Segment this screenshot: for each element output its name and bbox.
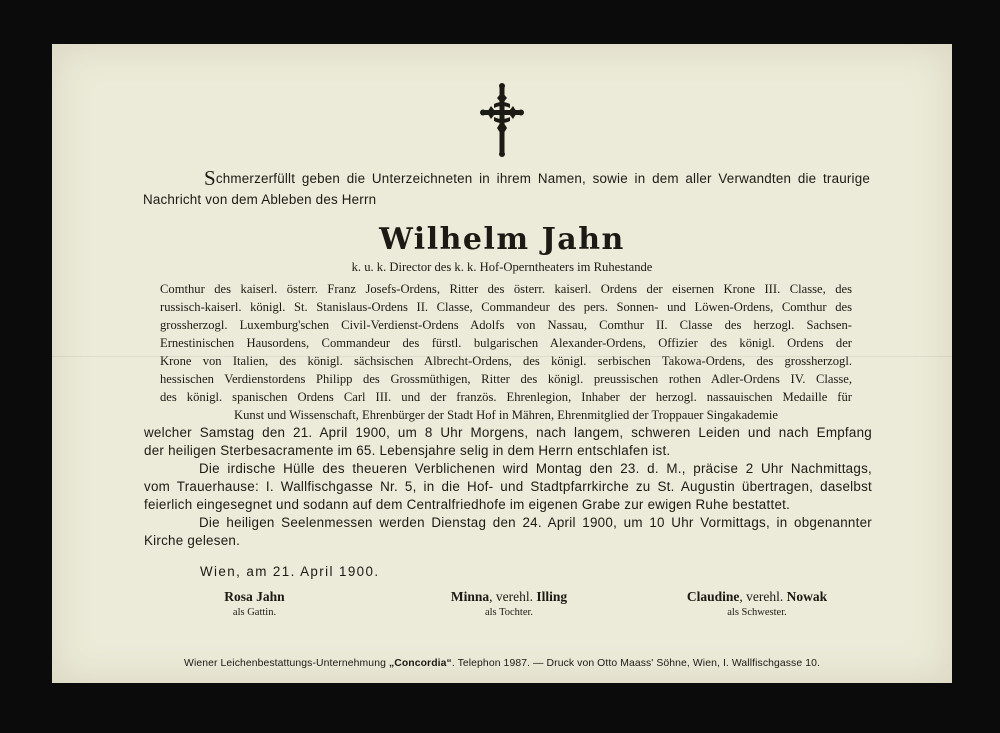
signatory-name: Rosa Jahn	[224, 589, 285, 604]
orders-line: grossherzogl. Luxemburg'schen Civil-Verdienst-Ordens Adolfs von Nassau, Comthur II. Classe des herzogl. Sachsen-	[160, 318, 852, 332]
signatory-daughter	[424, 588, 594, 620]
deceased-title: k. u. k. Director des k. k. Hof-Operntheaters im Ruhestande	[351, 260, 653, 274]
orders-line: Kunst und Wissenschaft, Ehrenbürger der Stadt Hof in Mähren, Ehrenmitglied der Troppauer Singakademie	[234, 408, 778, 422]
body-line: Kirche gelesen.	[144, 533, 241, 548]
signatory-widow	[202, 588, 307, 620]
intro-line-1	[204, 166, 870, 190]
orders-line: Comthur des kaiserl. österr. Franz Josefs-Ordens, Ritter des österr. kaiserl. Ordens der eisernen Krone III. Classe, des	[160, 282, 852, 296]
signatory-name: Claudine, verehl. Nowak	[686, 589, 828, 604]
printer-footer: Wiener Leichenbestattungs-Unternehmung „Concordia“. Telephon 1987. — Druck von Otto Maass' Söhne, Wien, I. Wallfischgasse 10.	[184, 658, 820, 669]
body-line: vom Trauerhause: I. Wallfischgasse Nr. 5, in die Hof- und Stadtpfarrkirche zu St. Augustin übertragen, daselbst	[144, 479, 872, 494]
signatory-role: als Schwester.	[727, 607, 787, 618]
body-paragraphs	[144, 424, 872, 550]
orders-line: Krone von Italien, des königl. sächsischen Albrecht-Ordens, des königl. serbischen Takowa-Ordens, des grossherzogl.	[160, 354, 852, 368]
mourning-notice	[52, 44, 952, 683]
signatory-sister	[652, 588, 862, 620]
orders-paragraph	[160, 280, 852, 424]
date-line: Wien, am 21. April 1900.	[200, 564, 380, 579]
signatory-name: Minna, verehl. Illing	[450, 589, 568, 604]
orders-line: Ernestinischen Hausordens, Commandeur des fürstl. bulgarischen Alexander-Ordens, Offizier des königl. Ordens der	[160, 336, 852, 350]
cross-icon	[480, 82, 524, 158]
orders-line: hessischen Verdienstordens Philipp des Grossmüthigen, Ritter des königl. preussischen rothen Adler-Ordens IV. Classe,	[160, 372, 852, 386]
body-line: welcher Samstag den 21. April 1900, um 8 Uhr Morgens, nach langem, schweren Leiden und nach Empfang	[144, 425, 872, 440]
footer-brand: „Concordia“	[388, 658, 452, 669]
intro-line-2: Nachricht von dem Ableben des Herrn	[143, 192, 377, 207]
intro-initial: S	[204, 166, 216, 190]
intro-line-1-text: chmerzerfüllt geben die Unterzeichneten in ihrem Namen, sowie in dem aller Verwandten die traurige	[215, 171, 870, 186]
orders-line: des königl. spanischen Ordens Carl III. und der französ. Ehrenlegion, Inhaber der herzogl. nassauischen Medaille für	[160, 390, 852, 404]
body-line: feierlich eingesegnet und sodann auf dem Centralfriedhofe im eigenen Grabe zur ewigen Ruhe bestattet.	[144, 497, 791, 512]
deceased-name: Wilhelm Jahn	[379, 222, 625, 257]
body-line: Die heiligen Seelenmessen werden Dienstag den 24. April 1900, um 10 Uhr Vormittags, in obgenannter	[199, 515, 872, 530]
signatory-role: als Tochter.	[484, 607, 534, 618]
signatory-role: als Gattin.	[232, 607, 277, 618]
body-line: Die irdische Hülle des theueren Verblichenen wird Montag den 23. d. M., präcise 2 Uhr Nachmittags,	[199, 461, 872, 476]
orders-line: russisch-kaiserl. königl. St. Stanislaus-Ordens II. Classe, Commandeur des pers. Sonnen- und Löwen-Ordens, Comthur des	[160, 300, 852, 314]
body-line: der heiligen Sterbesacramente im 65. Lebensjahre selig in dem Herrn entschlafen ist.	[144, 443, 671, 458]
